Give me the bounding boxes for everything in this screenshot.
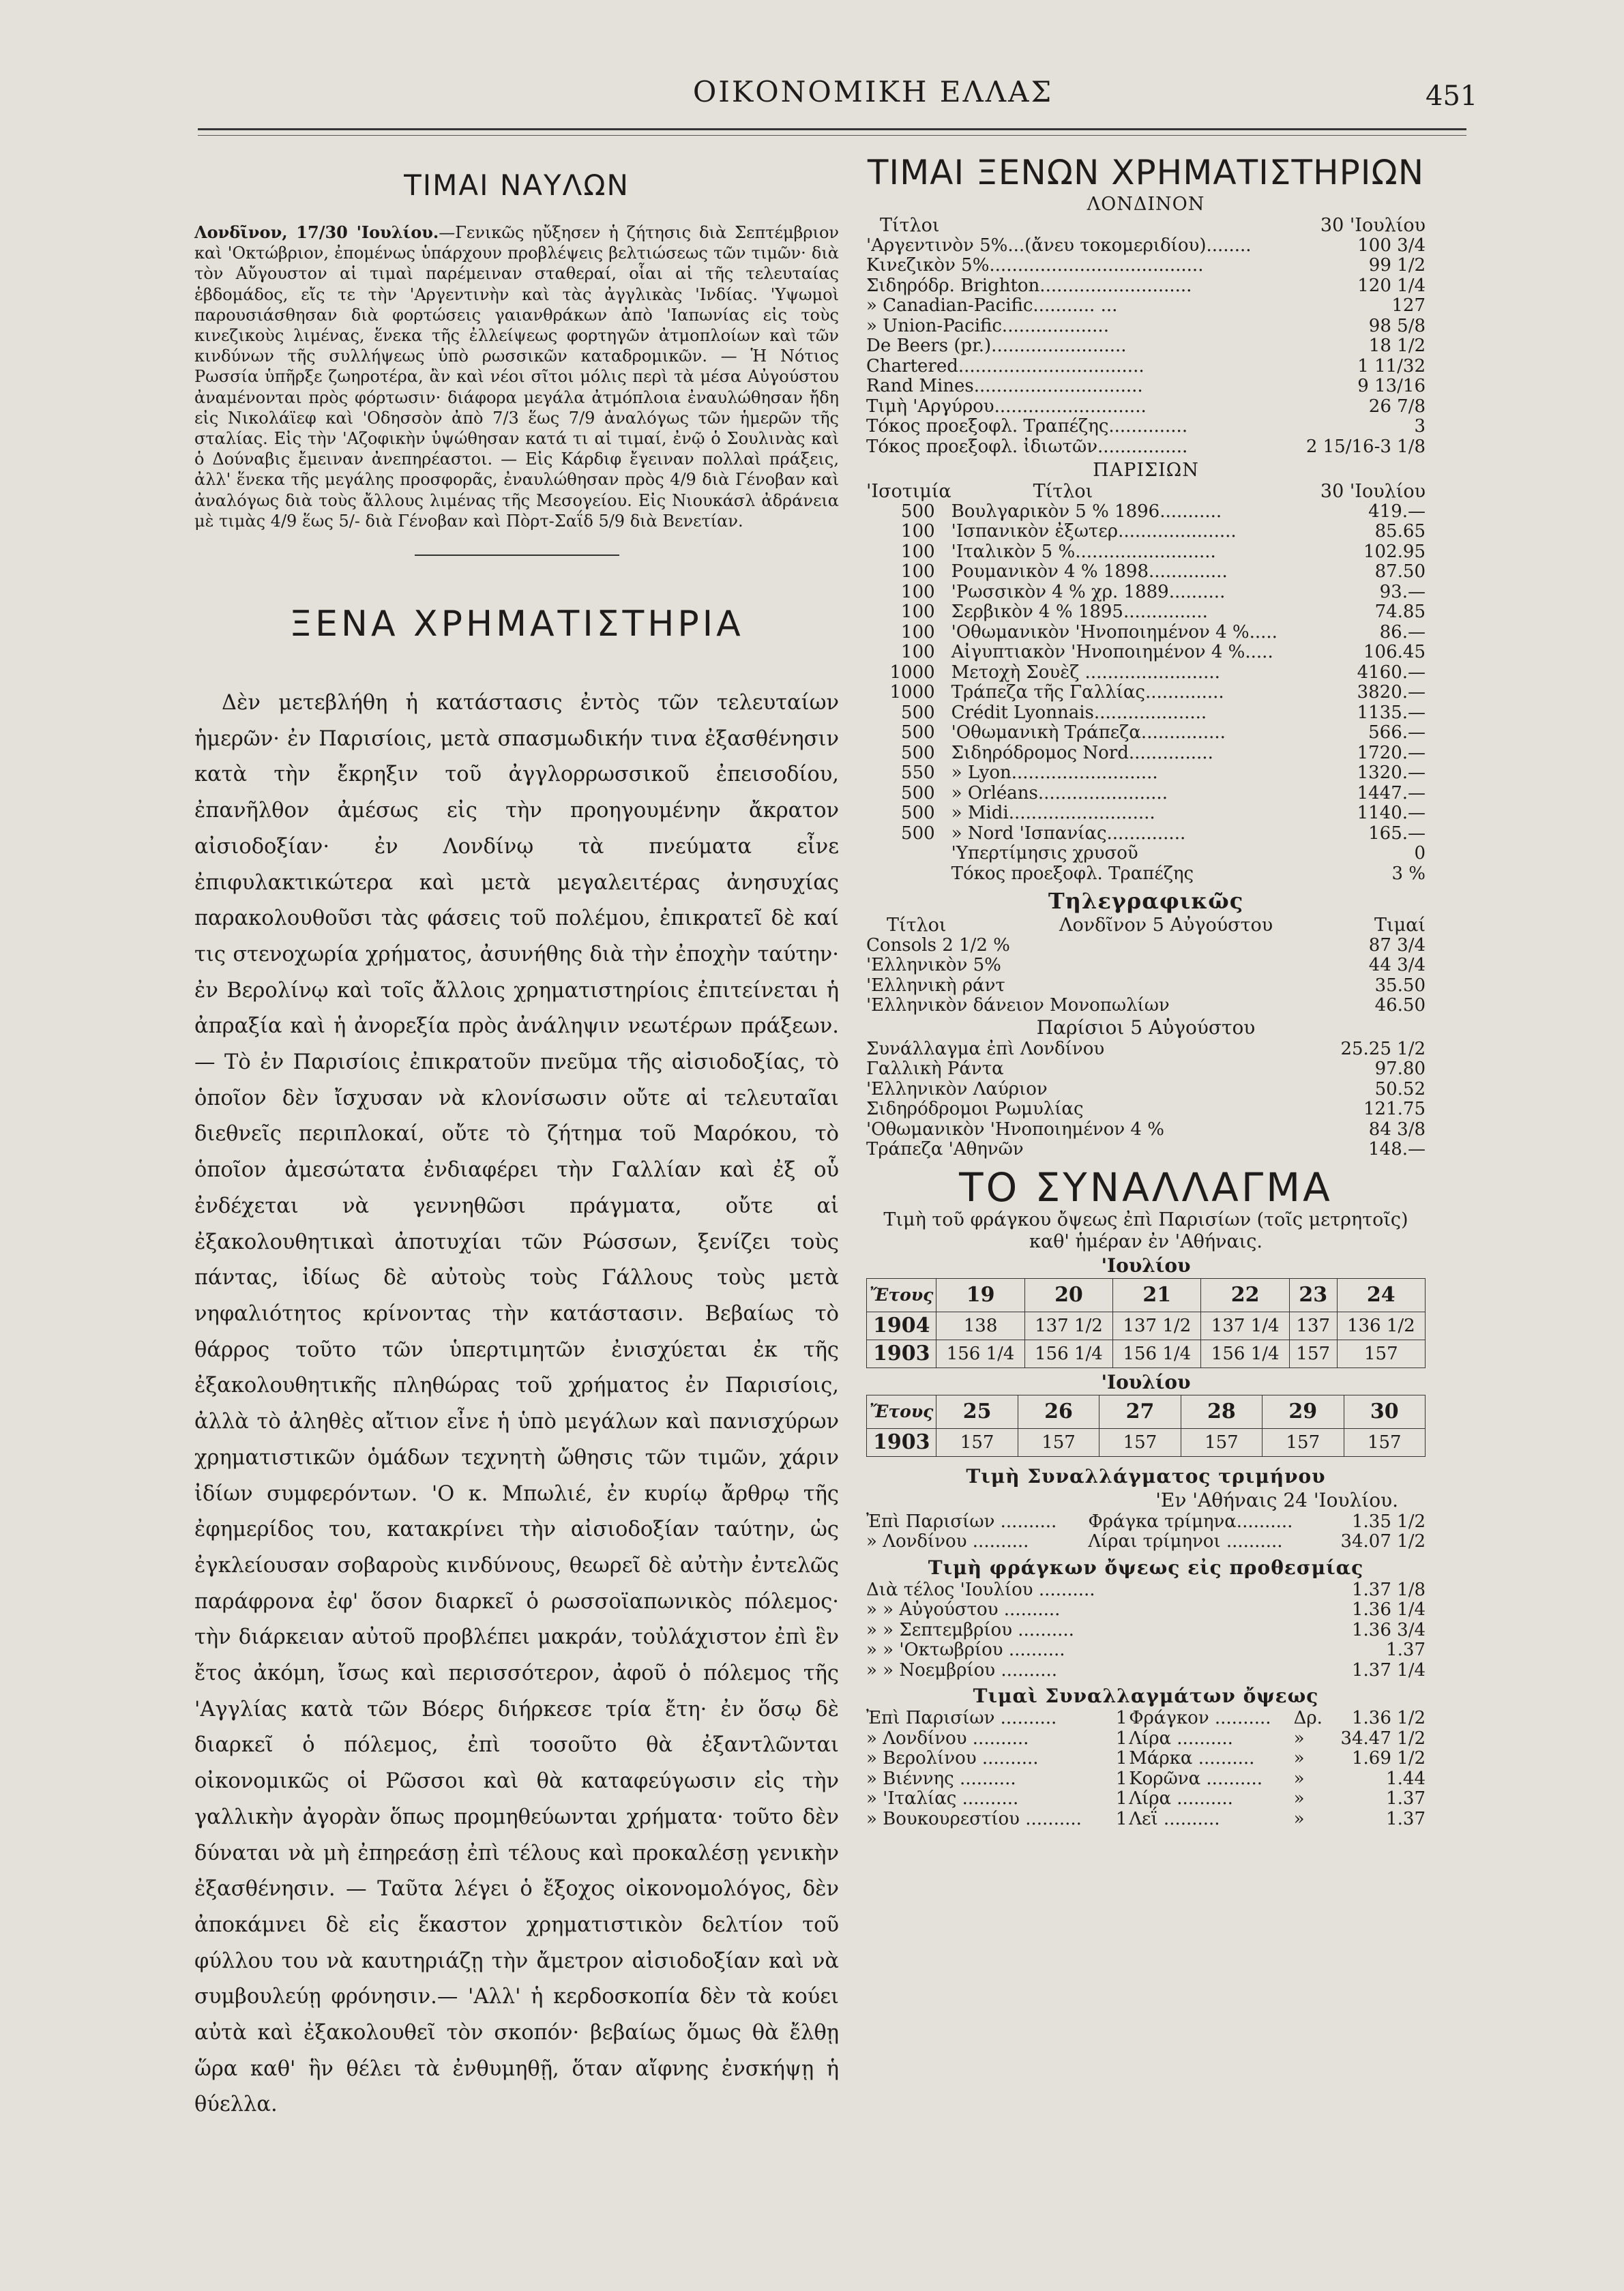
day-header: 19 — [936, 1278, 1024, 1312]
security-name: » Orléans....................... — [951, 782, 1168, 803]
security-name: Τόκος προεξοφλ. ἰδιωτῶν................ — [866, 436, 1188, 457]
telegraphic-london-row — [866, 996, 1426, 1016]
security-name: De Beers (pr.)........................ — [866, 336, 1127, 356]
paris-price-row — [866, 803, 1426, 824]
forward-table — [866, 1580, 1426, 1681]
security-price: 100 3/4 — [1357, 235, 1426, 256]
security-price: 419.— — [1368, 501, 1426, 522]
security-name: Chartered................................. — [866, 355, 1145, 376]
year-cell: 1903 — [867, 1428, 936, 1456]
security-name: » Midi.......................... — [951, 803, 1155, 823]
exchange-rate-cell: 138 — [936, 1312, 1024, 1340]
london-table — [866, 216, 1426, 457]
currency-unit: Λίρα .......... — [1129, 1728, 1233, 1749]
paris-price-row — [866, 844, 1426, 864]
page-number: 451 — [1426, 80, 1478, 112]
running-title: ΟΙΚΟΝΟΜΙΚΗ ΕΛΛΑΣ — [692, 75, 1054, 108]
telegraphic-london-row — [866, 976, 1426, 996]
currency-unit: Λεΐ .......... — [1129, 1808, 1220, 1829]
rate-value: 1.37 — [1386, 1640, 1426, 1660]
security-price: 3820.— — [1357, 682, 1426, 703]
unit-quantity: 1 — [1116, 1708, 1127, 1728]
london-price-row — [866, 256, 1426, 276]
rate-value: 1.37 1/4 — [1352, 1659, 1426, 1681]
day-header: 21 — [1113, 1278, 1201, 1312]
telegraphic-london-row — [866, 936, 1426, 956]
security-price: 106.45 — [1363, 642, 1426, 662]
security-name: 'Ελληνικὸν δάνειον Μονοπωλίων — [866, 995, 1170, 1016]
place-name: » Βουκουρεστίου .......... — [866, 1808, 1082, 1829]
security-price: 148.— — [1368, 1139, 1426, 1159]
sight-row — [866, 1709, 1426, 1729]
telegraphic-london-row — [866, 956, 1426, 976]
telegraphic-paris-row — [866, 1099, 1426, 1120]
place-name: » 'Ιταλίας .......... — [866, 1788, 1019, 1809]
telegraphic-paris-row — [866, 1080, 1426, 1100]
security-parity: 550 — [901, 763, 935, 783]
currency-unit: Λίρα .......... — [1129, 1788, 1233, 1809]
sight-row — [866, 1729, 1426, 1749]
security-parity: 500 — [901, 803, 935, 823]
security-name: 'Ελληνικὸν Λαύριον — [866, 1078, 1048, 1099]
security-name: Τιμὴ 'Αργύρου........................... — [866, 396, 1147, 417]
security-name: Βουλγαρικὸν 5 % 1896........... — [951, 501, 1222, 522]
security-name: 'Ελληνικὴ ράντ — [866, 975, 1005, 996]
london-price-row — [866, 417, 1426, 437]
security-parity — [866, 844, 951, 864]
security-price: 99 1/2 — [1368, 255, 1426, 276]
security-name: Μετοχὴ Σουὲζ ........................ — [951, 662, 1220, 683]
day-header: 22 — [1201, 1278, 1289, 1312]
forward-title: Τιμὴ φράγκων ὄψεως εἰς προθεσμίας — [928, 1556, 1364, 1579]
exchange-rate-cell: 156 1/4 — [1024, 1340, 1112, 1368]
exchange-rate-cell: 157 — [1337, 1340, 1425, 1368]
currency-unit: Λίραι τρίμηνοι .......... — [1088, 1531, 1283, 1552]
section-divider — [415, 555, 619, 556]
security-name: Σιδηρόδρομος Nord............... — [951, 742, 1213, 763]
telegraphic-col-title: Τίτλοι — [887, 915, 947, 936]
security-price: 1140.— — [1357, 803, 1426, 823]
rate-value: 34.07 1/2 — [1340, 1531, 1426, 1552]
telegraphic-paris-header: Παρίσιοι 5 Αὐγούστου — [1036, 1016, 1256, 1039]
telegraphic-col-london: Λονδῖνον 5 Αὐγούστου — [1059, 915, 1273, 936]
rate-value: 34.47 1/2 — [1340, 1728, 1426, 1749]
rate-value: 1.44 — [1386, 1768, 1426, 1789]
paris-col-parity: 'Ισοτιμία — [866, 481, 951, 502]
exchange-rate-cell: 136 1/2 — [1337, 1312, 1425, 1340]
year-label: Ἔτους — [867, 1278, 936, 1312]
forward-term: » » Αὐγούστου .......... — [866, 1599, 1061, 1620]
currency-prefix: » — [1293, 1748, 1305, 1769]
paris-table — [866, 482, 1426, 884]
paris-price-row — [866, 723, 1426, 743]
security-parity: 100 — [901, 521, 935, 542]
day-header: 25 — [936, 1395, 1018, 1428]
paris-price-row — [866, 602, 1426, 623]
security-price: 4160.— — [1357, 662, 1426, 683]
place-name: » Βερολίνου .......... — [866, 1748, 1039, 1769]
london-price-row — [866, 397, 1426, 417]
freight-title: ΤΙΜΑΙ ΝΑΥΛΩΝ — [404, 168, 630, 202]
forward-row — [866, 1600, 1426, 1621]
day-header: 23 — [1289, 1278, 1337, 1312]
security-name: » Lyon.......................... — [951, 763, 1158, 783]
security-parity: 100 — [901, 602, 935, 622]
london-col-title: Τίτλοι — [880, 215, 940, 236]
security-price: 46.50 — [1374, 995, 1426, 1016]
paris-price-row — [866, 663, 1426, 683]
security-price: 50.52 — [1374, 1078, 1426, 1099]
security-price: 1320.— — [1357, 763, 1426, 783]
security-price: 1135.— — [1357, 702, 1426, 723]
paris-price-row — [866, 703, 1426, 724]
security-name: Τόκος προεξοφλ. Τραπέζης.............. — [866, 416, 1188, 437]
exchange-year-row — [867, 1428, 1426, 1456]
rate-value: 1.37 — [1386, 1788, 1426, 1809]
sight-row — [866, 1789, 1426, 1809]
currency-prefix: » — [1293, 1808, 1305, 1829]
security-name: Γαλλικὴ Ράντα — [866, 1059, 1004, 1079]
security-price: 87.50 — [1374, 561, 1426, 582]
security-name: 'Υπερτίμησις χρυσοῦ — [951, 843, 1138, 863]
security-parity: 500 — [901, 501, 935, 522]
security-name: » Union-Pacific................... — [866, 315, 1109, 336]
currency-prefix: » — [1293, 1788, 1305, 1809]
exchange-table-2 — [866, 1395, 1426, 1457]
security-name: 'Ρωσσικὸν 4 % χρ. 1889.......... — [951, 581, 1226, 602]
security-price: 3 % — [1391, 863, 1426, 884]
day-header: 20 — [1024, 1278, 1112, 1312]
security-name: Ρουμανικὸν 4 % 1898.............. — [951, 561, 1228, 582]
security-parity: 100 — [901, 581, 935, 602]
security-price: 102.95 — [1363, 541, 1426, 562]
telegraphic-paris-row — [866, 1059, 1426, 1080]
security-price: 86.— — [1379, 621, 1426, 642]
left-column — [194, 160, 839, 2123]
foreign-exchanges-text: Δὲν μετεβλήθη ἡ κατάστασις ἐντὸς τῶν τελευταίων ἡμερῶν· ἐν Παρισίοις, μετὰ σπασμωδικήν τινα ἐξασθένησιν κατὰ τὴν ἔκρηξιν τοῦ ἀγγλορρωσσικοῦ ἐπεισοδίου, ἐπανῆλθον ἀμέσως εἰς τὴν προηγουμένην ἄκρατον αἰσιοδοξίαν· ἐν Λονδίνῳ τὰ πνεύματα εἶνε ἐπιφυλακτικώτερα καὶ μετὰ μεγαλειτέρας ἀνησυχίας παρακολουθοῦσι τὰς φάσεις τοῦ πολέμου, ἐπικρατεῖ δὲ καί τις στενοχωρία χρήματος, ἀσυνήθης διὰ τὴν ἐποχὴν ταύτην· ἐν Βερολίνῳ καὶ τοῖς ἄλλοις χρηματιστηρίοις ἐπιτείνεται ἡ ἀπραξία καὶ ἡ ἀνορεξία πρὸς ἀνάληψιν νεωτέρων πράξεων.— Τὸ ἐν Παρισίοις ἐπικρατοῦν πνεῦμα τῆς αἰσιοδοξίας, τὸ ὁποῖον δὲν ἴσχυσαν νὰ κλονίσωσιν οὔτε αἱ τελευταῖαι διεθνεῖς περιπλοκαί, οὔτε τὸ ζήτημα τοῦ Μαρόκου, τὸ ὁποῖον ἀμεσώτατα ἐνδιαφέρει τὴν Γαλλίαν καὶ ἐξ οὗ ἐνδέχεται νὰ γεννηθῶσι πράγματα, οὔτε αἱ ἐξακολουθητικαὶ ἀποτυχίαι τῶν Ρώσσων, ξενίζει τοὺς πάντας, ἰδίως δὲ αὐτοὺς τοὺς Γάλλους τοὺς μετὰ νηφαλιότητος κρίνοντας τὴν κατάστασιν. Βεβαίως τὸ θάρρος τοῦτο τῶν ὑπερτιμητῶν ἐνισχύεται ἐκ τῆς ἐξακολουθητικῆς πληθώρας τοῦ χρήματος ἐν Παρισίοις, ἀλλὰ τὸ ἀληθὲς αἴτιον εἶνε ἡ ὑπὸ μεγάλων καὶ πανισχύρων χρηματιστικῶν ὁμάδων τεχνητὴ ὤθησις τῶν τιμῶν, χάριν ἰδίων συμφερόντων. 'Ο κ. Μπωλιέ, ἐν κυρίῳ ἄρθρῳ τῆς ἐφημερίδος του, κατακρίνει τὴν αἰσιοδοξίαν ταύτην, ὡς ἐγκλείουσαν σοβαροὺς κινδύνους, θεωρεῖ δὲ αὐτὴν ἐντελῶς παράφρονα ἐφ' ὅσον διαρκεῖ ὁ ρωσσοϊαπωνικὸς πόλεμος· τὴν διάρκειαν αὐτοῦ προβλέπει μακράν, τοὐλάχιστον ἐπὶ ἓν ἔτος ἀκόμη, ἴσως καὶ περισσότερον, ἀφοῦ ὁ πόλεμος τῆς 'Αγγλίας κατὰ τῶν Βόερς διήρκεσε τρία ἔτη· ἐν ὅσῳ δὲ διαρκεῖ ὁ πόλεμος, ἐπὶ τοσοῦτο θὰ ἐξαντλῶνται οἰκονομικῶς οἱ Ρῶσσοι καὶ θὰ καταφεύγωσιν εἰς τὴν γαλλικὴν ἀγορὰν ὅπως προμηθεύωνται χρήματα· τοῦτο δὲν δύναται νὰ μὴ ἐπηρεάσῃ ἐπὶ τέλους καὶ προκαλέσῃ γενικὴν ἐξασθένησιν. — Ταῦτα λέγει ὁ ἔξοχος οἰκονομολόγος, δὲν ἀποκάμνει δὲ εἰς ἕκαστον χρηματιστικὸν δελτίον τοῦ φύλλου του νὰ καυτηριάζῃ τὴν ἄμετρον αἰσιοδοξίαν καὶ νὰ συμβουλεύῃ φρόνησιν.— 'Αλλ' ἡ κερδοσκοπία δὲν τὰ κούει αὐτὰ καὶ ἐξακολουθεῖ τὸν σκοπόν· βεβαίως ὅμως θὰ ἔλθῃ ὥρα καθ' ἣν θέλει τὰ ἐνθυμηθῇ, ὅταν αἴφνης ἐνσκήψῃ ἡ θύελλα. — [194, 691, 839, 2117]
exchange-month-1: 'Ιουλίου — [1101, 1254, 1191, 1277]
london-header-row — [866, 216, 1426, 236]
security-price: 35.50 — [1374, 975, 1426, 996]
telegraphic-london-table — [866, 915, 1426, 1016]
exchange-year-row — [867, 1340, 1426, 1368]
forward-term: Διὰ τέλος 'Ιουλίου .......... — [866, 1579, 1095, 1600]
security-name: 'Ελληνικὸν 5% — [866, 955, 1001, 975]
security-parity: 100 — [901, 541, 935, 562]
exchange-rate-cell: 156 1/4 — [1113, 1340, 1201, 1368]
telegraphic-col-price: Τιμαί — [1374, 915, 1426, 936]
security-name: Αἰγυπτιακὸν 'Ηνοποιημένον 4 %..... — [951, 642, 1273, 662]
foreign-prices-title: ΤΙΜΑΙ ΞΕΝΩΝ ΧΡΗΜΑΤΙΣΤΗΡΙΩΝ — [867, 153, 1425, 192]
exchange-rate-cell: 137 1/2 — [1024, 1312, 1112, 1340]
security-parity: 1000 — [889, 682, 935, 703]
paris-price-row — [866, 642, 1426, 663]
security-price: 18 1/2 — [1368, 336, 1426, 356]
london-price-row — [866, 376, 1426, 397]
telegraphic-paris-table — [866, 1039, 1426, 1160]
paris-price-row — [866, 824, 1426, 844]
forward-row — [866, 1640, 1426, 1661]
security-name: 'Οθωμανικὸν 'Ηνοποιημένον 4 % — [866, 1119, 1164, 1140]
paris-col-title: Τίτλοι — [1033, 481, 1093, 502]
exchange-rate-cell: 156 1/4 — [936, 1340, 1024, 1368]
exchange-rate-cell: 157 — [1289, 1340, 1337, 1368]
security-price: 1 11/32 — [1357, 355, 1426, 376]
security-name: 'Ιταλικὸν 5 %......................... — [951, 541, 1216, 562]
header-rule — [198, 128, 1466, 130]
rate-value: 1.37 — [1386, 1808, 1426, 1829]
quarter-row — [866, 1512, 1426, 1533]
day-header: 30 — [1344, 1395, 1425, 1428]
security-parity: 500 — [901, 782, 935, 803]
security-price: 85.65 — [1374, 521, 1426, 542]
exchange-rate-cell: 157 — [1263, 1428, 1344, 1456]
london-price-row — [866, 276, 1426, 297]
telegraphic-title: Τηλεγραφικῶς — [1048, 888, 1244, 914]
security-name: 'Οθωμανικὴ Τράπεζα............... — [951, 722, 1226, 743]
security-name: Σερβικὸν 4 % 1895............... — [951, 602, 1208, 622]
currency-prefix: Δρ. — [1293, 1708, 1323, 1728]
security-price: 1720.— — [1357, 742, 1426, 763]
london-price-row — [866, 357, 1426, 377]
security-name: Crédit Lyonnais.................... — [951, 702, 1207, 723]
rate-value: 1.36 1/2 — [1352, 1708, 1426, 1728]
telegraphic-paris-row — [866, 1039, 1426, 1060]
day-header: 27 — [1099, 1395, 1181, 1428]
quarter-table — [866, 1512, 1426, 1552]
london-price-row — [866, 316, 1426, 337]
security-price: 127 — [1391, 295, 1426, 316]
forward-row — [866, 1661, 1426, 1681]
paris-subtitle: ΠΑΡΙΣΙΩΝ — [1093, 460, 1199, 481]
year-cell: 1904 — [867, 1312, 936, 1340]
security-parity: 500 — [901, 702, 935, 723]
sight-title: Τιμαὶ Συναλλαγμάτων ὄψεως — [973, 1685, 1319, 1707]
forward-term: » » 'Οκτωβρίου .......... — [866, 1640, 1065, 1660]
security-name: Κινεζικὸν 5%...................................... — [866, 255, 1204, 276]
security-name: Τράπεζα τῆς Γαλλίας.............. — [951, 682, 1224, 703]
security-parity: 500 — [901, 823, 935, 844]
exchange-rate-cell: 157 — [1344, 1428, 1425, 1456]
exchange-month-2: 'Ιουλίου — [1101, 1370, 1191, 1393]
unit-quantity: 1 — [1116, 1808, 1127, 1829]
security-price: 84 3/8 — [1368, 1119, 1426, 1140]
security-name: Συνάλλαγμα ἐπὶ Λονδίνου — [866, 1038, 1105, 1059]
unit-quantity: 1 — [1116, 1788, 1127, 1809]
forward-term: » » Σεπτεμβρίου .......... — [866, 1619, 1074, 1640]
place-name: » Βιέννης .......... — [866, 1768, 1016, 1789]
security-price: 97.80 — [1374, 1059, 1426, 1079]
telegraphic-header-row — [866, 915, 1426, 936]
rate-value: 1.69 1/2 — [1352, 1748, 1426, 1769]
currency-prefix: » — [1293, 1768, 1305, 1789]
day-header: 29 — [1263, 1395, 1344, 1428]
paris-price-row — [866, 683, 1426, 703]
security-name: Consols 2 1/2 % — [866, 934, 1010, 956]
security-price: 26 7/8 — [1368, 396, 1426, 417]
london-price-row — [866, 236, 1426, 256]
london-price-row — [866, 296, 1426, 316]
sight-table — [866, 1709, 1426, 1829]
right-column — [866, 151, 1426, 1829]
day-header: 26 — [1018, 1395, 1099, 1428]
security-price: 121.75 — [1363, 1099, 1426, 1119]
security-name: Σιδηρόδρομοι Ρωμυλίας — [866, 1099, 1084, 1119]
security-name: » Canadian-Pacific........... ... — [866, 295, 1118, 316]
security-price: 3 — [1414, 416, 1426, 437]
currency-unit: Φράγκα τρίμηνα.......... — [1088, 1511, 1293, 1532]
exchange-rate-cell: 157 — [1099, 1428, 1181, 1456]
security-price: 165.— — [1368, 823, 1426, 844]
freight-dateline: Λονδῖνον, 17/30 'Ιουλίου. — [194, 222, 439, 242]
paris-price-row — [866, 763, 1426, 784]
security-price: 74.85 — [1374, 602, 1426, 622]
paris-price-row — [866, 743, 1426, 764]
telegraphic-paris-row — [866, 1140, 1426, 1160]
security-price: 0 — [1414, 843, 1426, 863]
exchange-rate-cell: 157 — [936, 1428, 1018, 1456]
paris-price-row — [866, 502, 1426, 522]
telegraphic-paris-row — [866, 1120, 1426, 1140]
exchange-rate-cell: 137 1/2 — [1113, 1312, 1201, 1340]
security-parity: 100 — [901, 621, 935, 642]
security-price: 1447.— — [1357, 782, 1426, 803]
exchange-rate-cell: 157 — [1018, 1428, 1099, 1456]
day-header: 28 — [1181, 1395, 1262, 1428]
rate-value: 1.36 1/4 — [1352, 1599, 1426, 1620]
quarter-row — [866, 1532, 1426, 1552]
security-name: 'Οθωμανικὸν 'Ηνοποιημένον 4 %..... — [951, 621, 1278, 642]
security-parity: 500 — [901, 722, 935, 743]
paris-price-row — [866, 562, 1426, 582]
security-name: Rand Mines.............................. — [866, 376, 1143, 396]
sight-row — [866, 1749, 1426, 1769]
london-price-row — [866, 437, 1426, 458]
security-price: 93.— — [1379, 581, 1426, 602]
unit-quantity: 1 — [1116, 1748, 1127, 1769]
security-price: 98 5/8 — [1368, 315, 1426, 336]
paris-price-row — [866, 623, 1426, 643]
currency-unit: Κορῶνα .......... — [1129, 1768, 1263, 1789]
sight-row — [866, 1809, 1426, 1830]
header-rule-thin — [198, 135, 1466, 136]
forward-term: » » Νοεμβρίου .......... — [866, 1659, 1057, 1681]
security-parity: 100 — [901, 561, 935, 582]
london-col-date: 30 'Ιουλίου — [1320, 215, 1426, 236]
paris-price-row — [866, 582, 1426, 603]
paris-price-row — [866, 864, 1426, 885]
security-name: Τόκος προεξοφλ. Τραπέζης — [951, 863, 1194, 884]
place-name: » Λονδίνου .......... — [866, 1531, 1029, 1552]
year-label: Ἔτους — [867, 1395, 936, 1428]
exchange-title: ΤΟ ΣΥΝΑΛΛΑΓΜΑ — [959, 1164, 1333, 1211]
london-price-row — [866, 336, 1426, 357]
exchange-rate-cell: 137 — [1289, 1312, 1337, 1340]
sight-row — [866, 1769, 1426, 1790]
security-name: 'Αργεντινὸν 5%...(ἄνευ τοκομεριδίου)........ — [866, 235, 1252, 256]
exchange-description: Τιμὴ τοῦ φράγκου ὄψεως ἐπὶ Παρισίων (τοῖς μετρητοῖς) καθ' ἡμέραν ἐν 'Αθήναις. — [883, 1209, 1408, 1252]
paris-price-row — [866, 784, 1426, 804]
security-price: 2 15/16-3 1/8 — [1305, 436, 1426, 457]
security-price: 87 3/4 — [1368, 934, 1426, 956]
freight-text: —Γενικῶς ηὔξησεν ἡ ζήτησις διὰ Σεπτέμβριον καὶ 'Οκτώβριον, ἐπομένως ὑπάρχουν προβλέψεις βελτιώσεως τῶν τιμῶν· διὰ τὸν Αὔγουστον αἱ τιμαὶ παρέμειναν σταθεραί, οἷαι αἱ τῆς τελευταίας ἑβδομάδος, εἴς τε τὴν 'Αργεντινὴν καὶ τὰς ἀγγλικὰς 'Ινδίας. 'Υψωμοὶ παρουσιάσθησαν διὰ φορτώσεις γαιανθράκων ἀπὸ 'Ιαπωνίας εἰς τοὺς κινεζικοὺς λιμένας, ἕνεκα τῆς ἐλλείψεως φορτηγῶν ἀτμοπλοίων καὶ τῶν κινδύνων τῆς συλλήψεως ὑπὸ ρωσσικῶν καταδρομικῶν. — Ἡ Νότιος Ρωσσία ὑπῆρξε ζωηροτέρα, ἂν καὶ νέοι σῖτοι μόλις περὶ τὰ μέσα Αὐγούστου ἀναμένονται πρὸς φόρτωσιν· διάφορα μεγάλα ἀτμόπλοια ἐναυλώθησαν ἤδη εἰς Νικολάϊεφ καὶ 'Οδησσὸν ἀπὸ 7/3 ἕως 7/9 ἀναλόγως τῶν ἡμερῶν τῆς σταλίας. Εἰς τὴν 'Αζοφικὴν ὑψώθησαν κατά τι αἱ τιμαί, ἐνῷ ὁ Σουλινὰς καὶ ὁ Δούναβις ἔμειναν ἀνεπηρέαστοι. — Εἰς Κάρδιφ ἔγειναν πολλαὶ πράξεις, ἀλλ' ἕνεκα τῆς μεγάλης προσφορᾶς, ἐναυλώθησαν πρὸς 4/9 διὰ Γένοβαν καὶ ἀναλόγως διὰ τοὺς ἄλλους λιμένας τῆς Μεσογείου. Εἰς Νιουκάσλ ἀδράνεια μὲ τιμὰς 4/9 ἕως 5/- διὰ Γένοβαν καὶ Πὸρτ-Σαΐδ 5/9 διὰ Βενετίαν. — [194, 223, 839, 531]
rate-value: 1.36 3/4 — [1352, 1619, 1426, 1640]
currency-unit: Φράγκον .......... — [1129, 1708, 1271, 1728]
london-subtitle: ΛΟΝΔΙΝΟΝ — [1087, 194, 1205, 215]
security-parity: 500 — [901, 742, 935, 763]
place-name: » Λονδίνου .......... — [866, 1728, 1029, 1749]
forward-row — [866, 1621, 1426, 1641]
security-name: Σιδηρόδρ. Brighton........................... — [866, 275, 1192, 296]
quarter-title: Τιμὴ Συναλλάγματος τριμήνου — [966, 1464, 1326, 1488]
security-parity — [866, 864, 951, 885]
year-cell: 1903 — [867, 1340, 936, 1368]
security-name: Τράπεζα 'Αθηνῶν — [866, 1139, 1024, 1159]
security-parity: 1000 — [889, 662, 935, 683]
security-price: 9 13/16 — [1357, 376, 1426, 396]
day-header: 24 — [1337, 1278, 1425, 1312]
exchange-rate-cell: 137 1/4 — [1201, 1312, 1289, 1340]
unit-quantity: 1 — [1116, 1728, 1127, 1749]
currency-prefix: » — [1293, 1728, 1305, 1749]
exchange-table-1 — [866, 1278, 1426, 1368]
place-name: Ἐπὶ Παρισίων .......... — [866, 1708, 1057, 1728]
paris-price-row — [866, 542, 1426, 563]
paris-price-row — [866, 522, 1426, 542]
exchange-rate-cell: 157 — [1181, 1428, 1262, 1456]
currency-unit: Μάρκα .......... — [1129, 1748, 1255, 1769]
forward-row — [866, 1580, 1426, 1601]
unit-quantity: 1 — [1116, 1768, 1127, 1789]
rate-value: 1.37 1/8 — [1352, 1579, 1426, 1600]
security-price: 44 3/4 — [1368, 955, 1426, 975]
exchange-year-row — [867, 1312, 1426, 1340]
paris-header-row — [866, 482, 1426, 502]
security-price: 566.— — [1368, 722, 1426, 743]
exchange-rate-cell: 156 1/4 — [1201, 1340, 1289, 1368]
rate-value: 1.35 1/2 — [1352, 1511, 1426, 1532]
foreign-exchanges-title: ΞΕΝΑ ΧΡΗΜΑΤΙΣΤΗΡΙΑ — [289, 604, 744, 645]
quarter-subtitle: 'Εν 'Αθήναις 24 'Ιουλίου. — [1155, 1488, 1398, 1511]
security-parity: 100 — [901, 642, 935, 662]
freight-article — [194, 222, 839, 531]
security-name: 'Ισπανικὸν ἐξωτερ..................... — [951, 521, 1237, 542]
place-name: Ἐπὶ Παρισίων .......... — [866, 1511, 1057, 1532]
paris-col-date: 30 'Ιουλίου — [1320, 481, 1426, 502]
security-price: 25.25 1/2 — [1340, 1038, 1426, 1059]
security-price: 120 1/4 — [1357, 275, 1426, 296]
security-name: » Nord 'Ισπανίας.............. — [951, 823, 1186, 844]
